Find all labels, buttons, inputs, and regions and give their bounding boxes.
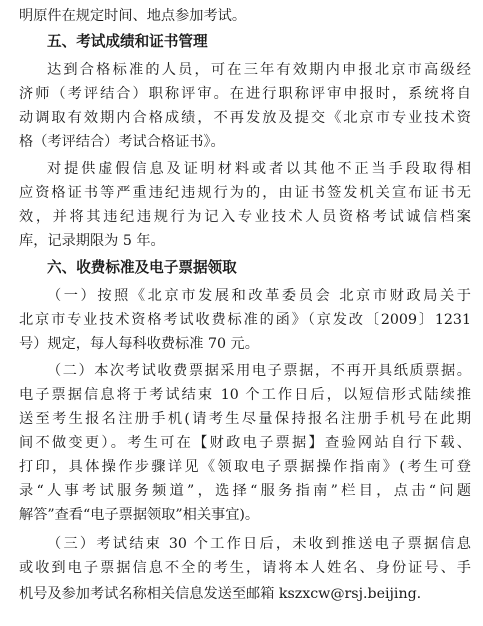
section-5-para-1-line-3: 动调取有效期内合格成绩，不再发放及提交《北京市专业技术资 (19, 110, 471, 126)
section-6-para-2-line-1: （二）本次考试收费票据采用电子票据，不再开具纸质票据。 (47, 363, 471, 379)
section-6-heading: 六、收费标准及电子票据领取 (47, 259, 237, 276)
section-6-para-3-line-2: 或收到电子票据信息不全的考生，请将本人姓名、身份证号、手 (19, 560, 471, 576)
section-6-para-2-line-2: 电子票据信息将于考试结束 10 个工作日后，以短信形式陆续推 (19, 387, 471, 403)
section-5-para-1-line-2: 济师（考评结合）职称评审。在进行职称评审申报时，系统将自 (19, 86, 471, 102)
section-6-para-3-line-1: （三）考试结束 30 个工作日后，未收到推送电子票据信息 (47, 536, 471, 552)
section-5-para-2-line-3: 效，并将其违纪违规行为记入专业技术人员资格考试诚信档案 (19, 209, 471, 225)
section-6-para-2-line-7: 解答”查看“电子票据领取”相关事宜)。 (19, 507, 260, 523)
section-6-para-2-line-4-part-2: 考生可在【财政电子票据】查验网站自行下载、 (127, 435, 471, 451)
section-6-para-3-line-3: 机号及参加考试名称相关信息发送至邮箱 kszxcw@rsj.beijing. (19, 586, 422, 602)
section-5-para-2-line-1: 对提供虚假信息及证明材料或者以其他不正当手段取得相 (47, 161, 471, 177)
section-6-para-1-line-3: 号）规定，每人每科收费标准 70 元。 (19, 336, 259, 352)
section-6-para-2-line-6: 录“人事考试服务频道”，选择“服务指南”栏目，点击“问题 (19, 483, 471, 499)
section-5-para-1-line-4: 格（考评结合）考试合格证书》。 (19, 134, 225, 150)
section-6-para-1-line-2: 北京市专业技术资格考试收费标准的函》（京发改〔2009〕1231 (19, 312, 471, 328)
section-5-para-2-line-4: 库，记录期限为 5 年。 (19, 233, 165, 249)
intro-tail-text: 明原件在规定时间、地点参加考试。 (19, 8, 247, 24)
section-6-para-2-line-5: 打印，具体操作步骤详见《领取电子票据操作指南》(考生可登 (19, 459, 471, 475)
section-6-para-2-line-4 (19, 431, 471, 455)
section-5-heading: 五、考试成绩和证书管理 (47, 33, 208, 50)
section-6-para-2-line-4-part-1: 间不做变更）。 (19, 435, 128, 451)
section-5-para-1-line-1: 达到合格标准的人员，可在三年有效期内申报北京市高级经 (47, 62, 471, 78)
section-6-para-2-line-3: 送至考生报名注册手机(请考生尽量保持报名注册手机号在此期 (19, 411, 471, 427)
section-6-para-1-line-1: （一）按照《北京市发展和改革委员会 北京市财政局关于 (47, 288, 471, 304)
section-5-para-2-line-2: 应资格证书等严重违纪违规行为的，由证书签发机关宣布证书无 (19, 185, 471, 201)
